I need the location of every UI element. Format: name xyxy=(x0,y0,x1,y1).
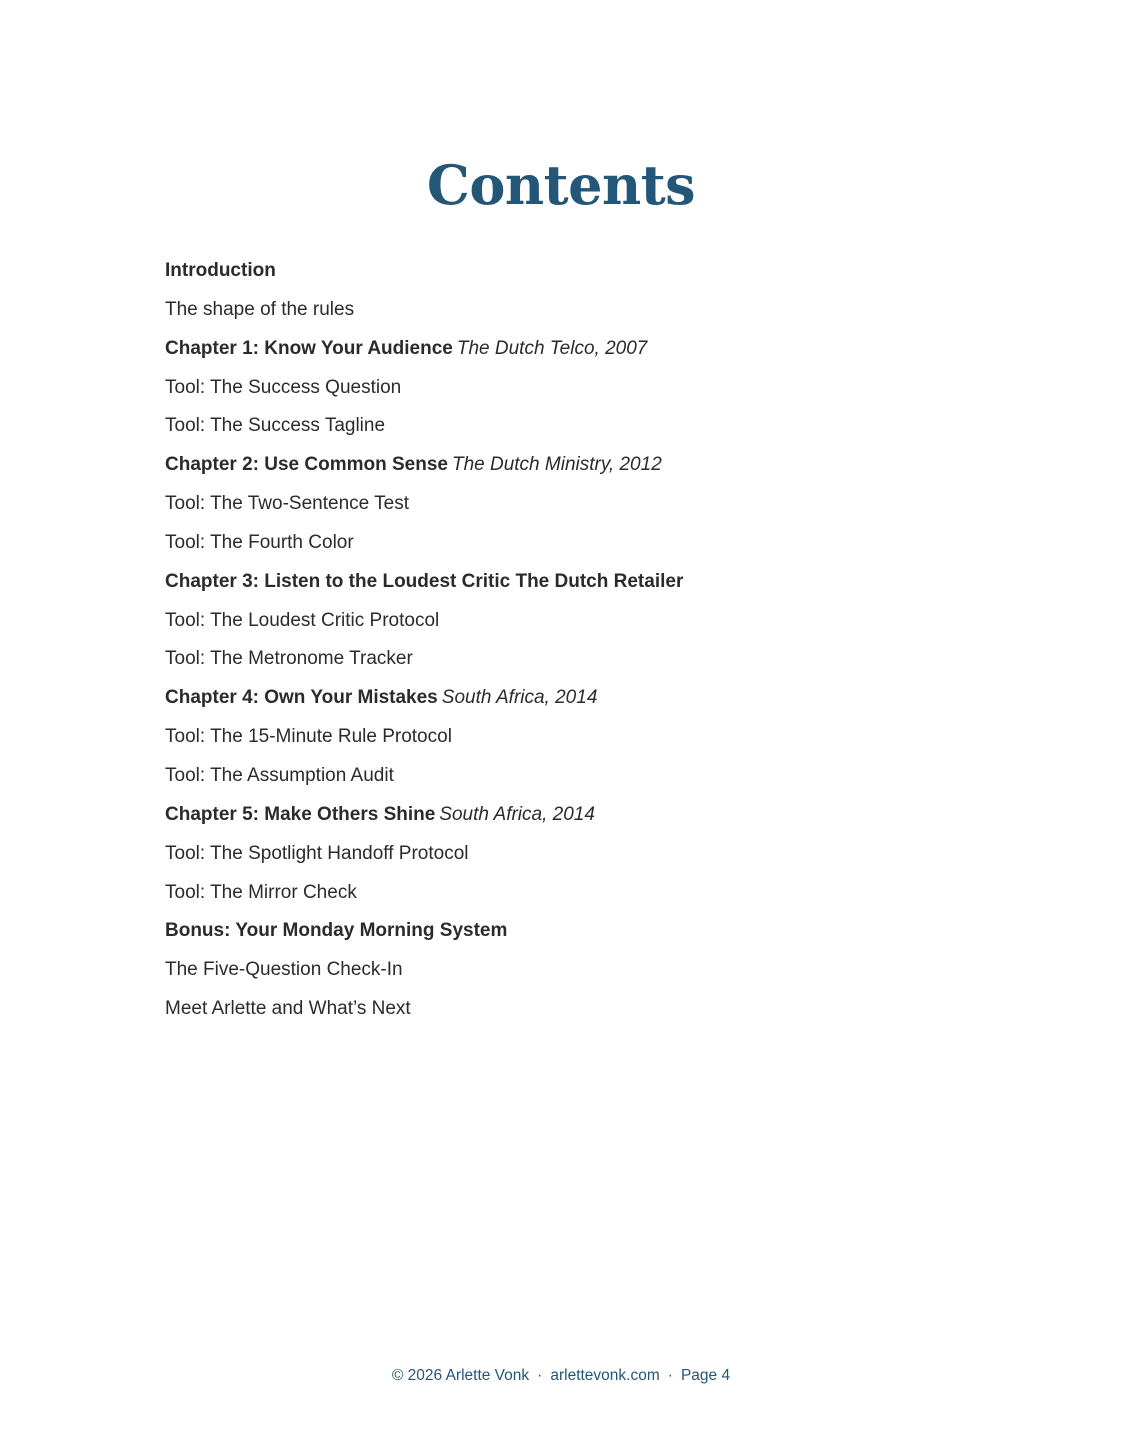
toc-entry-tool-spotlight-handoff[interactable] xyxy=(165,835,965,874)
toc-entry-title: Chapter 5: Make Others Shine xyxy=(165,803,436,825)
footer-page-number: Page 4 xyxy=(680,1367,731,1384)
toc-entry-title: Chapter 2: Use Common Sense xyxy=(165,454,448,476)
toc-entry-introduction[interactable] xyxy=(165,252,965,291)
toc-entry-title: Tool: The Assumption Audit xyxy=(165,764,394,786)
footer-separator: · xyxy=(537,1367,543,1384)
table-of-contents xyxy=(165,252,965,1029)
toc-entry-tool-15-minute-rule[interactable] xyxy=(165,718,965,757)
toc-entry-subtitle: The Dutch Telco, 2007 xyxy=(456,337,648,359)
toc-entry-meet-arlette[interactable] xyxy=(165,990,965,1029)
toc-entry-tool-loudest-critic-protocol[interactable] xyxy=(165,602,965,641)
toc-entry-title: Tool: The 15-Minute Rule Protocol xyxy=(165,726,452,748)
toc-entry-title: Tool: The Success Tagline xyxy=(165,415,386,437)
toc-entry-title: Tool: The Fourth Color xyxy=(165,531,354,553)
toc-entry-title: Chapter 3: Listen to the Loudest Critic The Dutch Retailer xyxy=(165,570,684,592)
toc-entry-tool-success-tagline[interactable] xyxy=(165,407,965,446)
toc-entry-title: Introduction xyxy=(165,260,276,281)
toc-entry-chapter-3[interactable] xyxy=(165,563,965,602)
toc-entry-title: The Five-Question Check-In xyxy=(165,959,403,981)
toc-entry-tool-metronome-tracker[interactable] xyxy=(165,640,965,679)
toc-entry-chapter-5[interactable] xyxy=(165,796,965,835)
toc-entry-subtitle: South Africa, 2014 xyxy=(439,803,595,825)
toc-entry-title: Tool: The Metronome Tracker xyxy=(165,648,413,670)
toc-entry-shape-of-rules[interactable] xyxy=(165,291,965,330)
toc-entry-title: Tool: The Loudest Critic Protocol xyxy=(165,609,440,631)
toc-entry-title: Tool: The Spotlight Handoff Protocol xyxy=(165,842,469,864)
toc-entry-chapter-1[interactable] xyxy=(165,330,965,369)
toc-entry-title: Chapter 1: Know Your Audience xyxy=(165,337,453,359)
toc-entry-subtitle: The Dutch Ministry, 2012 xyxy=(451,454,662,476)
toc-entry-title: Chapter 4: Own Your Mistakes xyxy=(165,687,438,709)
page-title: Contents xyxy=(426,153,696,217)
footer-copyright: © 2026 Arlette Vonk xyxy=(391,1367,530,1384)
toc-entry-tool-success-question[interactable] xyxy=(165,369,965,408)
toc-entry-subtitle: South Africa, 2014 xyxy=(441,687,598,709)
footer-separator: · xyxy=(667,1367,673,1384)
toc-entry-title: The shape of the rules xyxy=(165,298,355,320)
page-footer xyxy=(0,1364,1122,1388)
toc-entry-tool-assumption-audit[interactable] xyxy=(165,757,965,796)
toc-entry-tool-fourth-color[interactable] xyxy=(165,524,965,563)
toc-entry-chapter-2[interactable] xyxy=(165,446,965,485)
footer-website-link[interactable]: arlettevonk.com xyxy=(550,1367,660,1384)
toc-entry-bonus[interactable] xyxy=(165,912,965,951)
toc-entry-title: Bonus: Your Monday Morning System xyxy=(165,920,508,942)
toc-entry-tool-two-sentence-test[interactable] xyxy=(165,485,965,524)
toc-entry-tool-mirror-check[interactable] xyxy=(165,874,965,913)
toc-entry-chapter-4[interactable] xyxy=(165,679,965,718)
toc-entry-title: Tool: The Success Question xyxy=(165,376,402,398)
toc-entry-title: Tool: The Two-Sentence Test xyxy=(165,493,409,515)
toc-entry-five-question-check-in[interactable] xyxy=(165,951,965,990)
toc-entry-title: Tool: The Mirror Check xyxy=(165,881,357,903)
toc-entry-title: Meet Arlette and What’s Next xyxy=(165,998,411,1020)
